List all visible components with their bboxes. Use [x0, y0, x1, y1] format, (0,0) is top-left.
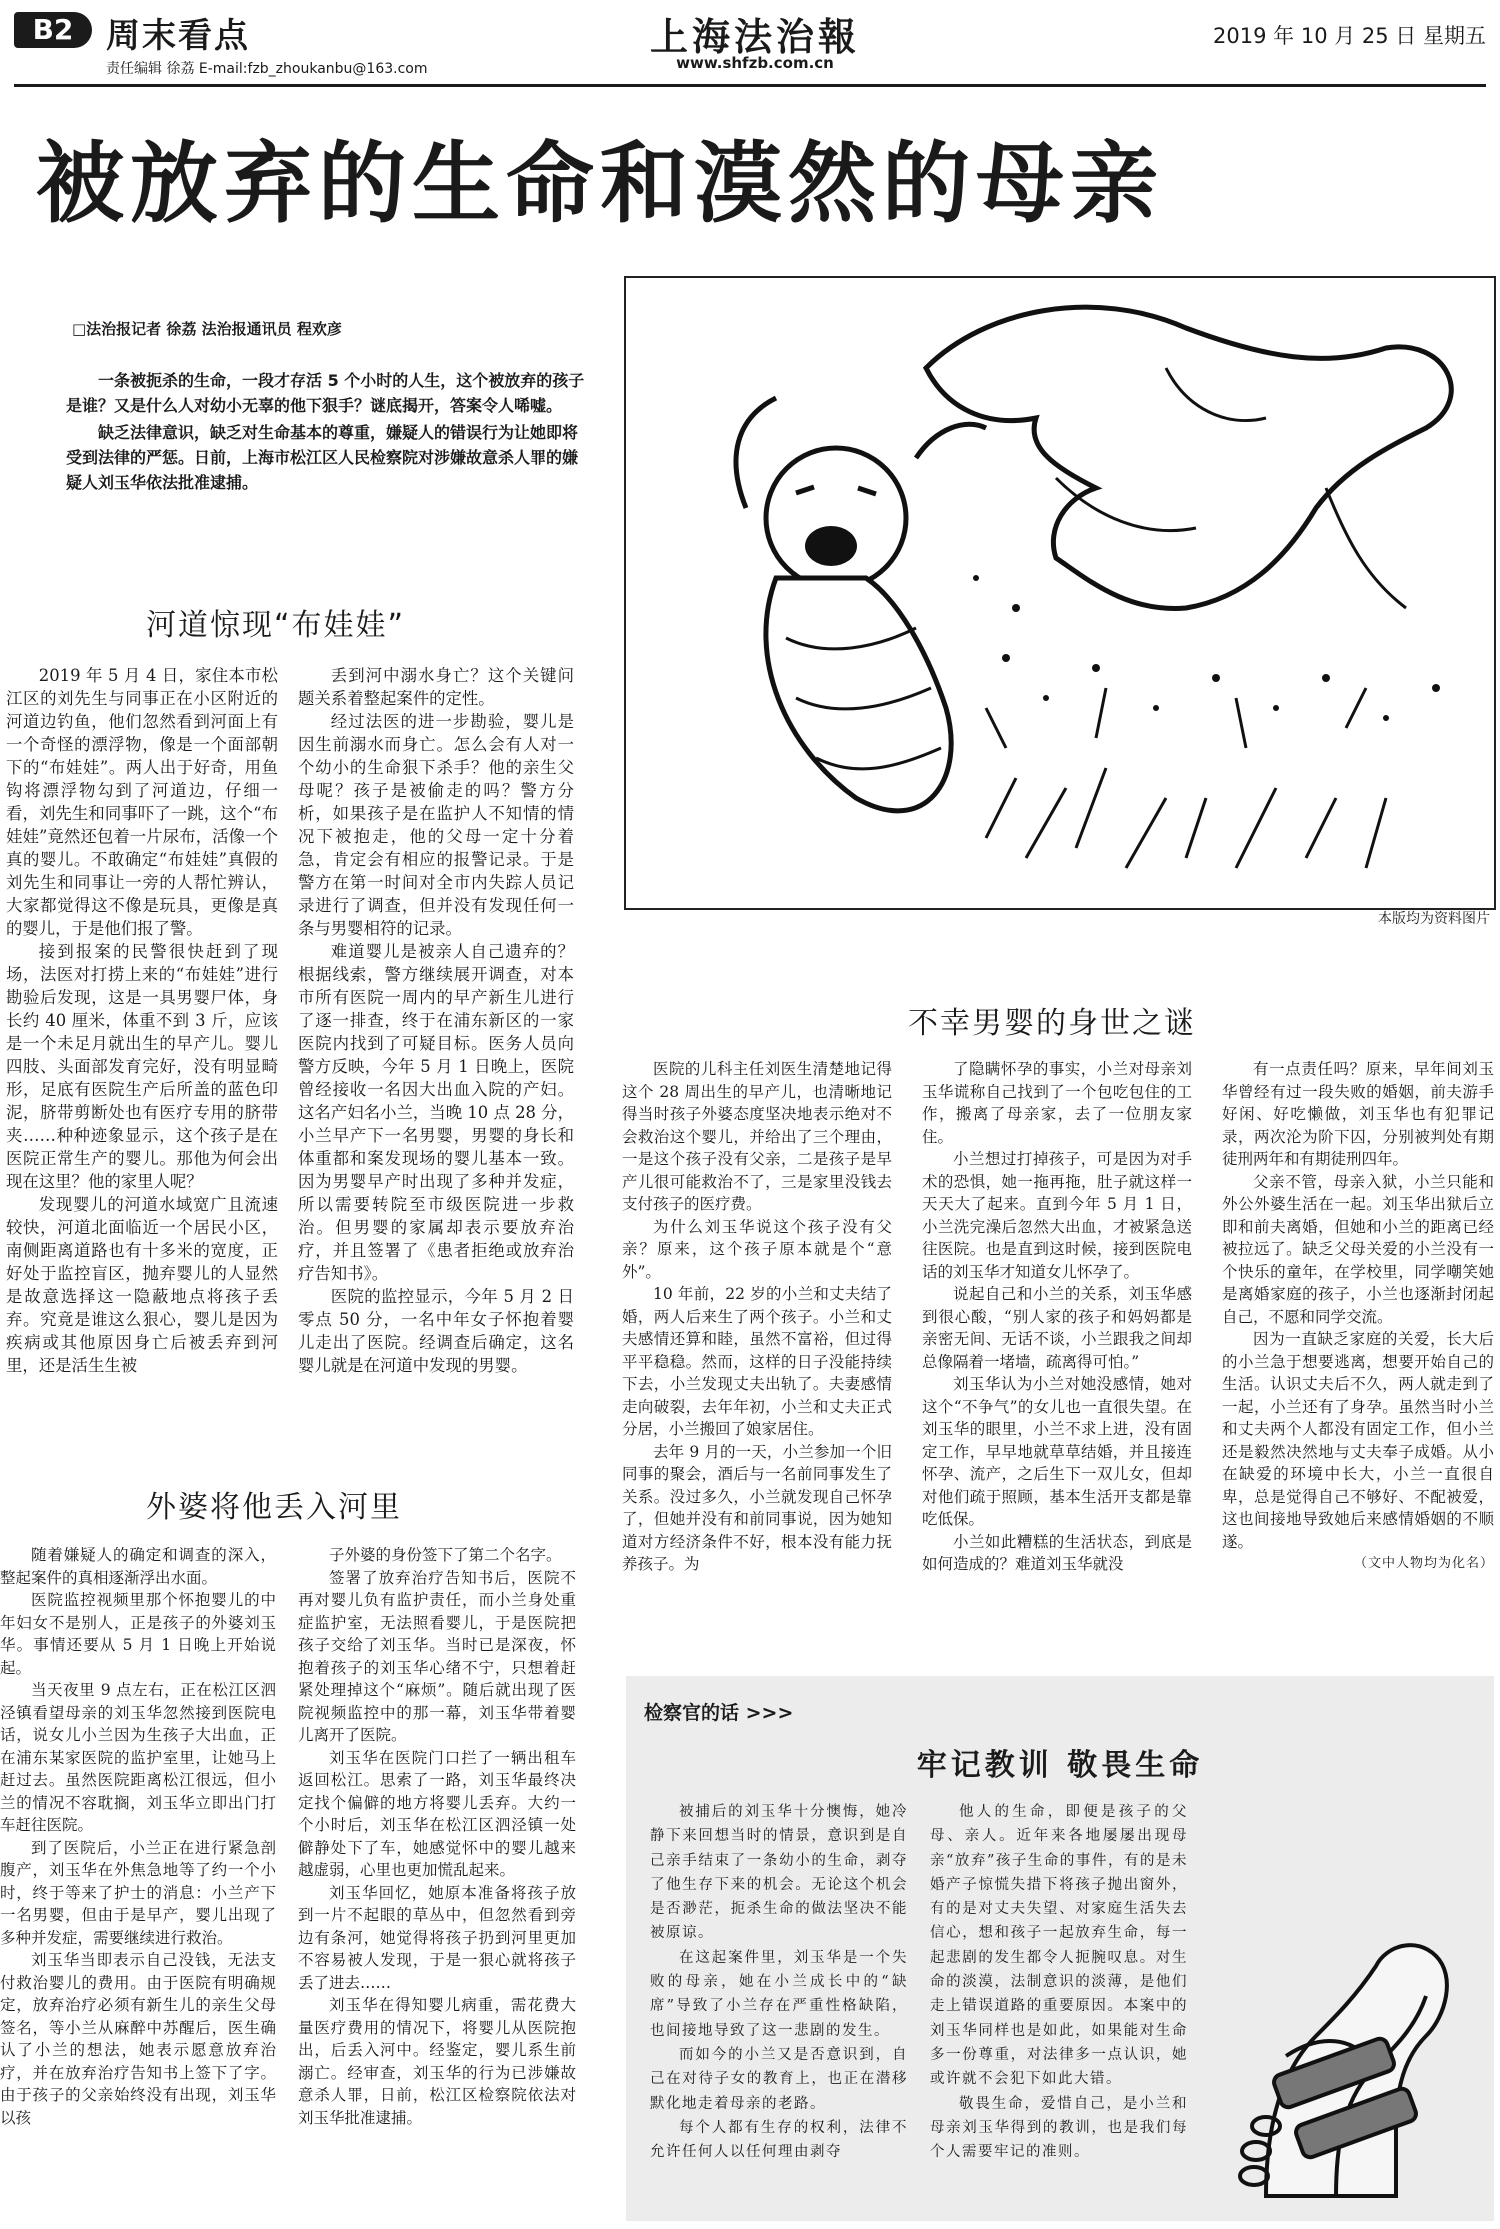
body-paragraph: 医院监控视频里那个怀抱婴儿的中年妇女不是别人，正是孩子的外婆刘玉华。事情还要从 5 月 1 日晚上开始说起。 — [0, 1591, 276, 1677]
body-paragraph: 难道婴儿是被亲人自己遗弃的？根据线索，警方继续展开调查，对本市所有医院一周内的早产新生儿进行了逐一排查，终于在浦东新区的一家医院内找到了可疑目标。医务人员向警方反映，今年 5 月 1 日晚上，医院曾经接收一名因大出血入院的产妇。这名产妇名小兰，当晚 10 点 28 分，小兰早产下一名男婴，男婴的身长和体重都和案发现场的婴儿基本一致。因为男婴早产时出现了多种并发症，所以需要转院至市级医院进一步救治。但男婴的家属却表示要放弃治疗，并且签署了《患者拒绝或放弃治疗告知书》。 — [298, 942, 574, 1283]
page-tag: B2 — [14, 12, 92, 48]
section3-column-2 — [922, 1058, 1192, 1654]
cartoon-illustration — [624, 276, 1496, 910]
body-paragraph: 2019 年 5 月 4 日，家住本市松江区的刘先生与同事正在小区附近的河道边钓鱼，他们忽然看到河面上有一个奇怪的漂浮物，像是一个面部朝下的“布娃娃”。两人出于好奇，用鱼钩将漂浮物勾到了河道边，仔细一看，刘先生和同事吓了一跳，这个“布娃娃”竟然还包着一片尿布，活像一个真的婴儿。不敢确定“布娃娃”真假的刘先生和同事让一旁的人帮忙辨认，大家都觉得这不像是玩具，更像是真的婴儿，于是他们报了警。 — [6, 666, 278, 938]
body-paragraph: 父亲不管，母亲入狱，小兰只能和外公外婆生活在一起。刘玉华出狱后立即和前夫离婚，但她和小兰的距离已经被拉远了。缺乏父母关爱的小兰没有一个快乐的童年，在学校里，同学嘲笑她是离婚家庭的孩子，小兰也逐渐封闭起自己，不愿和同学交流。 — [1222, 1172, 1494, 1326]
body-paragraph: 被捕后的刘玉华十分懊悔，她冷静下来回想当时的情景，意识到是自己亲手结束了一条幼小的生命，剥夺了他生存下来的机会。无论这个机会是否渺茫，扼杀生命的做法坚决不能被原谅。 — [650, 1804, 908, 1942]
body-paragraph: 而如今的小兰又是否意识到，自己在对待子女的教育上，也正在潜移默化地走着母亲的老路。 — [650, 2046, 908, 2112]
lead-text: 一条被扼杀的生命，一段才存活 5 个小时的人生，这个被放弃的孩子是谁？又是什么人对幼小无辜的他下狠手？谜底揭开，答案令人唏嘘。 — [66, 371, 585, 415]
body-paragraph: 当天夜里 9 点左右，正在松江区泗泾镇看望母亲的刘玉华忽然接到医院电话，说女儿小兰因为生孩子大出血，正在浦东某家医院的监护室里，让她马上赶过去。虽然医院距离松江很远，但小兰的情况不容耽搁，刘玉华立即出门打车赶往医院。 — [0, 1681, 276, 1834]
body-paragraph: 小兰想过打掉孩子，可是因为对手术的恐惧，她一拖再拖，肚子就这样一天天大了起来。直到今年 5 月 1 日，小兰洗完澡后忽然大出血，才被紧急送往医院。也是直到这时候，接到医院电话的刘玉华才知道女儿怀孕了。 — [922, 1150, 1192, 1281]
prosecutor-column-2 — [930, 1800, 1188, 2212]
body-paragraph: 刘玉华当即表示自己没钱，无法支付救治婴儿的费用。由于医院有明确规定，放弃治疗必须有新生儿的亲生父母签名，等小兰从麻醉中苏醒后，医生确认了小兰的想法，她表示愿意放弃治疗，并在放弃治疗告知书上签下了字。由于孩子的父亲始终没有出现，刘玉华以孩 — [0, 1951, 276, 2127]
section2-column-2 — [298, 1544, 576, 2220]
byline: □法治报记者 徐荔 法治报通讯员 程欢彦 — [72, 320, 342, 338]
section3-column-1 — [622, 1058, 892, 1654]
name-note: （文中人物均为化名） — [1353, 1556, 1494, 1571]
website-link[interactable]: www.shfzb.com.cn — [676, 54, 834, 72]
body-paragraph: 随着嫌疑人的确定和调查的深入，整起案件的真相逐渐浮出水面。 — [0, 1546, 276, 1587]
body-paragraph: 因为一直缺乏家庭的关爱，长大后的小兰急于想要逃离，想要开始自己的生活。认识丈夫后不久，两人就走到了一起，小兰还有了身孕。虽然当时小兰和丈夫两个人都没有固定工作，但小兰还是毅然决然地与丈夫奉子成婚。从小在缺爱的环境中长大，小兰一直很自卑，总是觉得自己不够好、不配被爱，这也间接地导致她后来感情婚姻的不顺遂。 — [1222, 1330, 1494, 1551]
dateline: 2019 年 10 月 25 日 星期五 — [1213, 24, 1486, 48]
body-paragraph: 子外婆的身份签下了第二个名字。 — [329, 1546, 562, 1564]
section-heading-2: 外婆将他丢入河里 — [146, 1490, 402, 1525]
body-paragraph: 到了医院后，小兰正在进行紧急剖腹产，刘玉华在外焦急地等了约一个小时，终于等来了护士的消息：小兰产下一名男婴，但由于是早产，婴儿出现了多种并发症，需要继续进行救治。 — [0, 1838, 276, 1947]
body-paragraph: 在这起案件里，刘玉华是一个失败的母亲，她在小兰成长中的“缺席”导致了小兰存在严重性格缺陷，也间接地导致了这一悲剧的发生。 — [650, 1949, 908, 2039]
body-paragraph: 签署了放弃治疗告知书后，医院不再对婴儿负有监护责任，而小兰身处重症监护室，无法照看婴儿，于是医院把孩子交给了刘玉华。当时已是深夜，怀抱着孩子的刘玉华心绪不宁，只想着赶紧处理掉这个“麻烦”。随后就出现了医院视频监控中的那一幕，刘玉华带着婴儿离开了医院。 — [298, 1568, 576, 1744]
body-paragraph: 接到报案的民警很快赶到了现场，法医对打捞上来的“布娃娃”进行勘验后发现，这是一具男婴尸体，身长约 40 厘米，体重不到 3 斤，应该是一个未足月就出生的早产儿。婴儿四肢、头面部发育完好，没有明显畸形，足底有医院生产后所盖的蓝色印泥，脐带剪断处也有医疗专用的脐带夹……种种迹象显示，这个孩子是在医院正常生产的婴儿。那他为何会出现在这里？他的家里人呢？ — [6, 942, 278, 1191]
body-paragraph: 了隐瞒怀孕的事实，小兰对母亲刘玉华谎称自己找到了一个包吃包住的工作，搬离了母亲家，去了一位朋友家住。 — [922, 1060, 1192, 1146]
lead-text: 缺乏法律意识，缺乏对生命基本的尊重，嫌疑人的错误行为让她即将受到法律的严惩。日前，上海市松江区人民检察院对涉嫌故意杀人罪的嫌疑人刘玉华依法批准逮捕。 — [66, 423, 579, 492]
section-heading-3: 不幸男婴的身世之谜 — [908, 1006, 1196, 1041]
body-paragraph: 丢到河中溺水身亡？这个关键问题关系着整起案件的定性。 — [298, 666, 574, 708]
header-rule — [14, 84, 1486, 87]
body-paragraph: 发现婴儿的河道水域宽广且流速较快，河道北面临近一个居民小区，南侧距离道路也有十多米的宽度，正好处于监控盲区，抛弃婴儿的人显然是故意选择这一隐蔽地点将孩子丢弃。究竟是谁这么狠心，婴儿是因为疾病或其他原因身亡后被丢弃到河里，还是活生生被 — [6, 1195, 278, 1375]
headline: 被放弃的生命和漠然的母亲 — [36, 132, 1165, 235]
body-paragraph: 医院的监控显示，今年 5 月 2 日零点 50 分，一名中年女子怀抱着婴儿走出了医院。经调查后确定，这名婴儿就是在河道中发现的男婴。 — [298, 1287, 574, 1375]
body-paragraph: 说起自己和小兰的关系，刘玉华感到很心酸，“别人家的孩子和妈妈都是亲密无间、无话不谈，小兰跟我之间却总像隔着一堵墙，疏离得可怕。” — [922, 1285, 1192, 1371]
body-paragraph: 他人的生命，即便是孩子的父母、亲人。近年来各地屡屡出现母亲“放弃”孩子生命的事件，有的是未婚产子惊慌失措下将孩子抛出窗外，有的是对丈夫失望、对家庭生活失去信心，想和孩子一起放弃生命，每一起悲剧的发生都令人扼腕叹息。对生命的淡漠，法制意识的淡薄，是他们走上错误道路的重要原因。本案中的刘玉华同样也是如此，如果能对生命多一份尊重，对法律多一点认识，她或许就不会犯下如此大错。 — [930, 1804, 1188, 2088]
body-paragraph: 刘玉华认为小兰对她没感情，她对这个“不争气”的女儿也一直很失望。在刘玉华的眼里，小兰不求上进，没有固定工作，早早地就草草结婚，并且接连怀孕、流产，之后生下一双儿女，但却对他们疏于照顾，基本生活开支都是靠吃低保。 — [922, 1375, 1192, 1528]
masthead-logo: 上海法治報 — [649, 14, 860, 59]
body-paragraph: 有一点责任吗？原来，早年间刘玉华曾经有过一段失败的婚姻，前夫游手好闲、好吃懒做，刘玉华也有犯罪记录，两次沦为阶下囚，分别被判处有期徒刑两年和有期徒刑四年。 — [1222, 1060, 1494, 1168]
section2-column-1 — [0, 1544, 276, 2220]
body-paragraph: 刘玉华在得知婴儿病重，需花费大量医疗费用的情况下，将婴儿从医院抱出，后丢入河中。经鉴定，婴儿系生前溺亡。经审查，刘玉华的行为已涉嫌故意杀人罪，日前，松江区检察院依法对刘玉华批准逮捕。 — [298, 1996, 576, 2127]
body-paragraph: 医院的儿科主任刘医生清楚地记得这个 28 周出生的早产儿，也清晰地记得当时孩子外婆态度坚决地表示绝对不会救治这个婴儿，并给出了三个理由，一是这个孩子没有父亲，二是孩子是早产儿很可能救治不了，三是家里没钱去支付孩子的医疗费。 — [622, 1060, 892, 1213]
body-paragraph: 为什么刘玉华说这个孩子没有父亲？原来，这个孩子原本就是个“意外”。 — [622, 1217, 892, 1281]
lead-paragraph — [66, 368, 586, 497]
prosecutor-column-1 — [650, 1800, 908, 2212]
photo-caption: 本版均为资料图片 — [1378, 911, 1490, 927]
prosecutor-title: 牢记教训 敬畏生命 — [916, 1748, 1204, 1783]
body-paragraph: 刘玉华在医院门口拦了一辆出租车返回松江。思索了一路，刘玉华最终决定找个偏僻的地方将婴儿丢弃。大约一个小时后，刘玉华在松江区泗泾镇一处僻静处下了车，她感觉怀中的婴儿越来越虚弱，心里也更加慌乱起来。 — [298, 1748, 576, 1879]
handcuffed-hands-icon — [1226, 1866, 1476, 2206]
body-paragraph: 小兰如此糟糕的生活状态，到底是如何造成的？难道刘玉华就没 — [922, 1532, 1192, 1573]
body-paragraph: 每个人都有生存的权利，法律不允许任何人以任何理由剥夺 — [650, 2119, 908, 2161]
section-name: 周末看点 — [106, 16, 250, 56]
body-paragraph: 10 年前，22 岁的小兰和丈夫结了婚，两人后来生了两个孩子。小兰和丈夫感情还算和睦，虽然不富裕，但过得平平稳稳。然而，这样的日子没能持续下去，小兰发现丈夫出轨了。夫妻感情走向破裂，去年年初，小兰和丈夫正式分居，小兰搬回了娘家居住。 — [622, 1285, 892, 1438]
hand-releasing-baby-icon — [626, 278, 1490, 904]
body-paragraph: 经过法医的进一步勘验，婴儿是因生前溺水而身亡。怎么会有人对一个幼小的生命狠下杀手？他的亲生父母呢？孩子是被偷走的吗？警方分析，如果孩子是在监护人不知情的情况下被抱走，他的父母一定十分着急，肯定会有相应的报警记录。于是警方在第一时间对全市内失踪人员记录进行了调查，但并没有发现任何一条与男婴相符的记录。 — [298, 712, 574, 938]
prosecutor-label: 检察官的话 >>> — [644, 1702, 794, 1724]
section1-column-2 — [298, 664, 574, 1484]
section-heading-1: 河道惊现“布娃娃” — [146, 608, 406, 643]
body-paragraph: 敬畏生命，爱惜自己，是小兰和母亲刘玉华得到的教训，也是我们每个人需要牢记的准则。 — [930, 2095, 1188, 2161]
editor-line: 责任编辑 徐荔 E-mail:fzb_zhoukanbu@163.com — [106, 61, 428, 77]
body-paragraph: 去年 9 月的一天，小兰参加一个旧同事的聚会，酒后与一名前同事发生了关系。没过多久，小兰就发现自己怀孕了，但她并没有和前同事说，因为她知道对方经济条件不好，根本没有能力抚养孩子。为 — [622, 1442, 892, 1573]
prosecutor-commentary-box — [626, 1676, 1494, 2221]
body-paragraph: 刘玉华回忆，她原本准备将孩子放到一片不起眼的草丛中，但忽然看到旁边有条河，她觉得将孩子扔到河里更加不容易被人发现，于是一狠心就将孩子丢了进去…… — [298, 1883, 576, 1992]
section1-column-1 — [6, 664, 278, 1484]
section3-column-3 — [1222, 1058, 1494, 1654]
